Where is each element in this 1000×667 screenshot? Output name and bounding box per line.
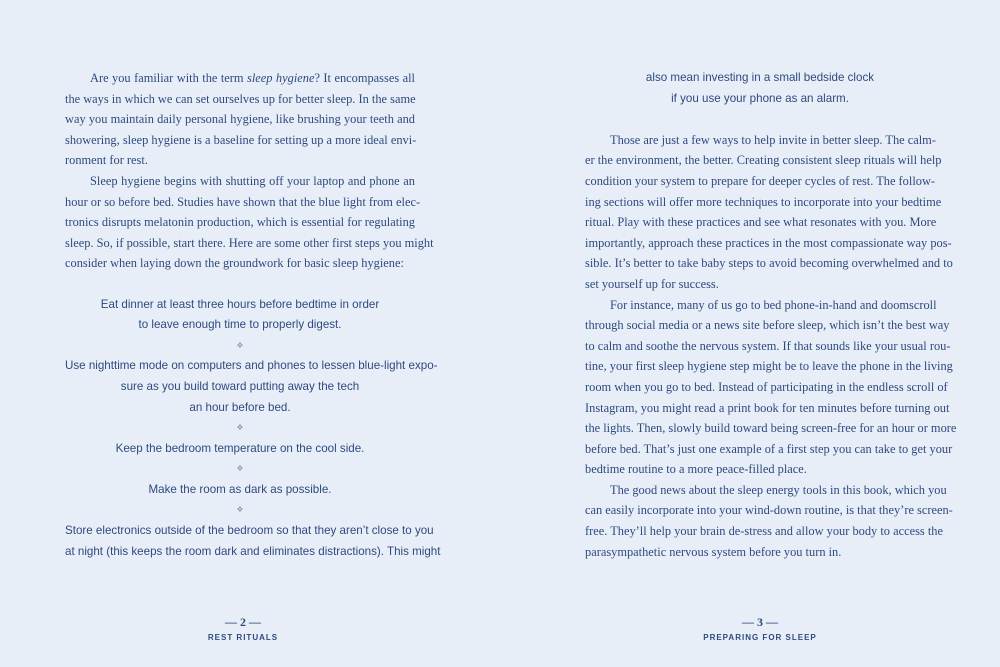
- body-line: importantly, approach these practices in the most compassionate way pos-: [585, 235, 952, 250]
- body-line: room when you go to bed. Instead of participating in the endless scroll of: [585, 379, 948, 394]
- left-page: [65, 68, 441, 562]
- body-line: to calm and soothe the nervous system. If that sounds like your usual rou-: [585, 338, 951, 353]
- page-number: — 3 —: [742, 615, 778, 629]
- running-head: PREPARING FOR SLEEP: [703, 633, 817, 642]
- body-line: Sleep hygiene begins with shutting off your laptop and phone an: [90, 173, 415, 188]
- page-number: — 2 —: [225, 615, 261, 629]
- body-line: condition your system to prepare for deeper cycles of rest. The follow-: [585, 173, 936, 188]
- ornament-icon: ❖: [236, 464, 244, 474]
- body-line: Are you familiar with the term sleep hygiene? It encompasses all: [90, 71, 415, 85]
- list-item-line: Make the room as dark as possible.: [148, 482, 332, 496]
- list-item-line: an hour before bed.: [189, 400, 291, 414]
- body-line: before bed. That’s just one example of a first step you can take to get your: [585, 441, 953, 456]
- body-line: Instagram, you might read a print book for ten minutes before turning out: [585, 400, 950, 415]
- list-item-line: to leave enough time to properly digest.: [138, 318, 342, 332]
- ornament-icon: ❖: [236, 423, 244, 433]
- body-line: free. They’ll help your brain de-stress and allow your body to access the: [585, 524, 943, 539]
- body-line: ing sections will offer more techniques to incorporate into your bedtime: [585, 194, 942, 209]
- running-head: REST RITUALS: [207, 633, 279, 642]
- body-line: sible. It’s better to take baby steps to avoid becoming overwhelmed and to: [585, 256, 953, 271]
- list-item-line: sure as you build toward putting away the tech: [120, 379, 360, 393]
- body-line: the lights. Then, slowly build toward being screen-free for an hour or more: [585, 421, 957, 436]
- body-line: consider when laying down the groundwork for basic sleep hygiene:: [65, 256, 404, 271]
- body-line: the ways in which we can set ourselves up for better sleep. In the same: [65, 91, 416, 106]
- body-line: er the environment, the better. Creating consistent sleep rituals will help: [585, 153, 942, 168]
- right-page: [585, 68, 957, 562]
- list-item-line: at night (this keeps the room dark and eliminates distractions). This might: [65, 544, 441, 558]
- list-item-line: if you use your phone as an alarm.: [671, 91, 849, 105]
- body-line: ritual. Play with these practices and see what resonates with you. More: [585, 215, 937, 230]
- right-footer: [660, 614, 860, 645]
- body-line: hour or so before bed. Studies have shown that the blue light from elec-: [65, 194, 421, 209]
- list-item-line: Use nighttime mode on computers and phones to lessen blue-light expo-: [65, 359, 438, 373]
- list-item-line: Eat dinner at least three hours before bedtime in order: [100, 297, 380, 311]
- body-line: bedtime routine to a more peace-filled place.: [585, 462, 807, 477]
- body-line: through social media or a news site before sleep, which isn’t the best way: [585, 318, 950, 333]
- body-line: set yourself up for success.: [585, 276, 719, 291]
- list-item-line: Store electronics outside of the bedroom so that they aren’t close to you: [65, 524, 434, 538]
- body-line: tine, your first sleep hygiene step might be to leave the phone in the living: [585, 359, 953, 374]
- body-line: sleep. So, if possible, start there. Here are some other first steps you might: [65, 235, 434, 250]
- body-line: Those are just a few ways to help invite in better sleep. The calm-: [610, 132, 936, 147]
- body-line: ronment for rest.: [65, 153, 148, 168]
- left-footer: [143, 614, 343, 645]
- body-line: For instance, many of us go to bed phone-in-hand and doomscroll: [610, 297, 937, 312]
- ornament-icon: ❖: [236, 505, 244, 515]
- body-line: The good news about the sleep energy tools in this book, which you: [610, 482, 947, 497]
- body-line: showering, sleep hygiene is a baseline for setting up a more ideal envi-: [65, 132, 417, 147]
- body-line: parasympathetic nervous system before you turn in.: [585, 544, 842, 559]
- body-line: tronics disrupts melatonin production, which is essential for regulating: [65, 215, 415, 230]
- body-line: can easily incorporate into your wind-down routine, is that they’re screen-: [585, 503, 953, 518]
- ornament-icon: ❖: [236, 340, 244, 350]
- body-line: way you maintain daily personal hygiene, like brushing your teeth and: [65, 112, 415, 127]
- list-item-line: Keep the bedroom temperature on the cool side.: [115, 441, 365, 455]
- list-item-line: also mean investing in a small bedside clock: [645, 71, 875, 84]
